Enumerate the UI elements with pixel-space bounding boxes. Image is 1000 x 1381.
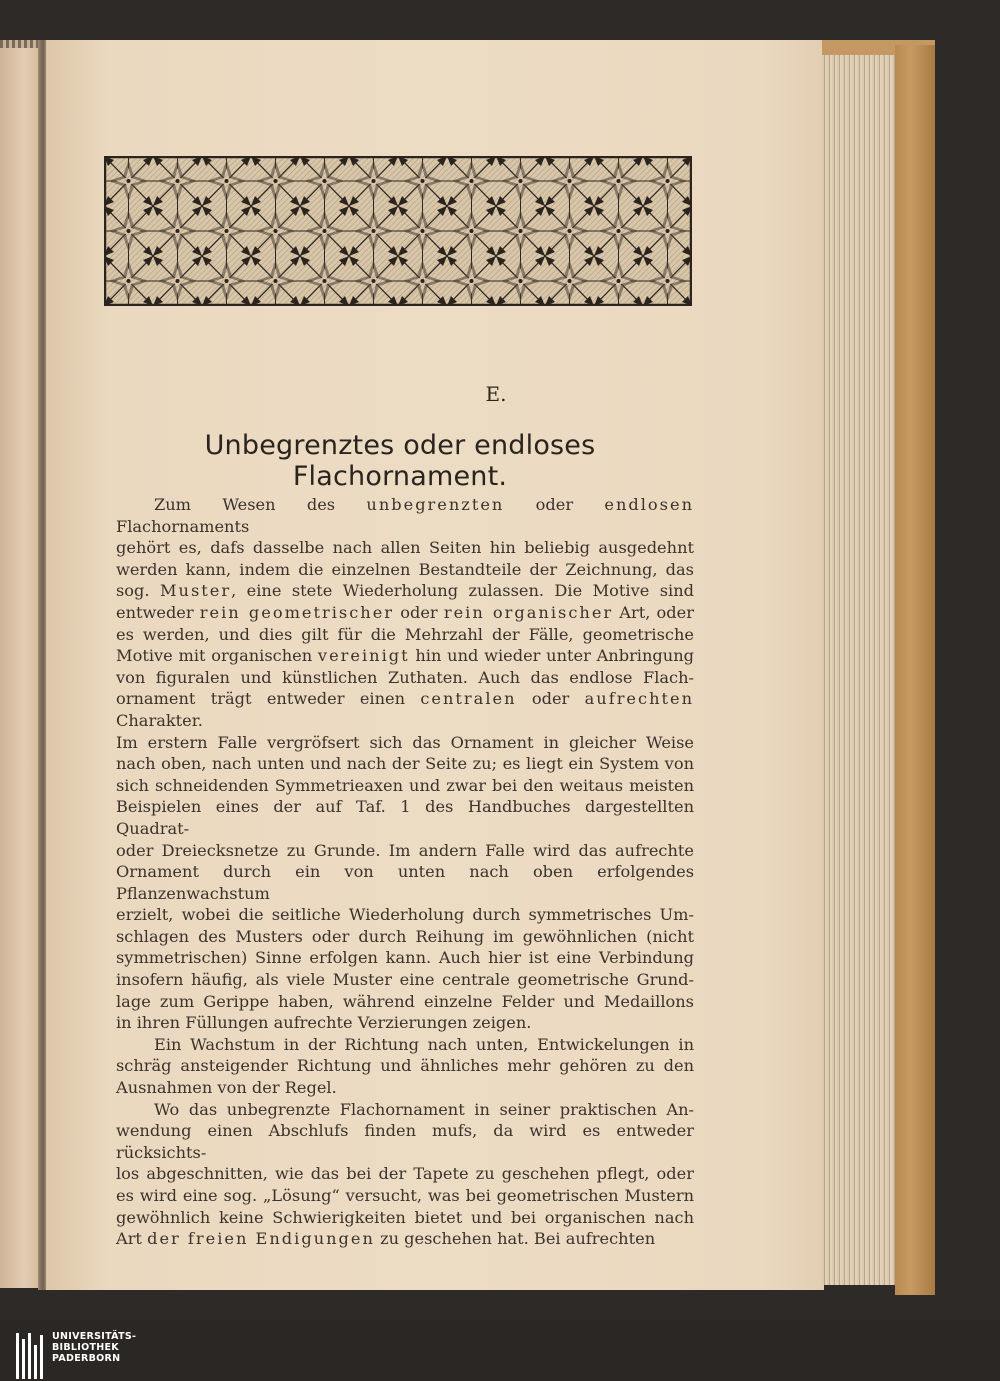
text-line: nach oben, nach unten und nach der Seite zu; es liegt ein System von: [116, 754, 694, 774]
section-letter: E.: [485, 382, 507, 406]
text-line: entweder rein geometrischer oder rein organischer Art, oder: [116, 602, 694, 622]
text-line: Art der freien Endigungen zu geschehen hat. Bei aufrechten: [116, 1229, 656, 1249]
text-line: es wird eine sog. „Lösung“ versucht, was bei geometrischen Mustern: [116, 1186, 694, 1205]
left-page-edge: [0, 48, 40, 1288]
spaced-emphasis: der freien Endigungen: [147, 1229, 375, 1249]
spaced-emphasis: endlosen: [604, 495, 694, 514]
text-line: lage zum Gerippe haben, während einzelne Felder und Medaillons: [116, 991, 694, 1011]
spaced-emphasis: centralen: [420, 689, 517, 709]
text-line: es werden, und dies gilt für die Mehrzahl der Fälle, geometrische: [116, 624, 694, 644]
text-line: Motive mit organischen vereinigt hin und wieder unter Anbringung: [116, 646, 694, 666]
book-cover-spine: [895, 45, 935, 1295]
text-line: wendung einen Abschlufs finden mufs, da wird es entweder rücksichts-: [116, 1121, 694, 1162]
text-line: in ihren Füllungen aufrechte Verzierungen zeigen.: [116, 1013, 532, 1033]
library-line-2: BIBLIOTHEK: [52, 1342, 119, 1353]
body-text: [116, 494, 694, 1250]
text-line: oder Dreiecksnetze zu Grunde. Im andern Falle wird das aufrechte: [116, 840, 694, 860]
text-line: Ornament durch ein von unten nach oben erfolgendes Pflanzenwachstum: [116, 862, 694, 903]
text-line: insofern häufig, als viele Muster eine centrale geometrische Grund-: [116, 970, 694, 990]
text-line: Zum Wesen des unbegrenzten oder endlosen Flachornaments: [116, 495, 694, 536]
text-line: Im erstern Falle vergröfsert sich das Ornament in gleicher Weise: [116, 732, 694, 752]
text-line: werden kann, indem die einzelnen Bestandteile der Zeichnung, das: [116, 559, 694, 579]
text-line: los abgeschnitten, wie das bei der Tapete zu geschehen pflegt, oder: [116, 1164, 694, 1184]
text-line: sog. Muster, eine stete Wiederholung zulassen. Die Motive sind: [116, 581, 694, 601]
text-line: gewöhnlich keine Schwierigkeiten bietet und bei organischen nach: [116, 1207, 694, 1227]
footer-bar: [0, 1320, 1000, 1381]
text-line: schräg ansteigender Richtung und ähnliches mehr gehören zu den: [116, 1056, 694, 1076]
text-line: gehört es, dafs dasselbe nach allen Seiten hin beliebig ausgedehnt: [116, 538, 694, 558]
library-line-3: PADERBORN: [52, 1353, 121, 1364]
library-name: [52, 1331, 136, 1364]
spaced-emphasis: vereinigt: [317, 646, 410, 666]
text-line: von figuralen und künstlichen Zuthaten. Auch das endlose Flach-: [116, 667, 694, 687]
ornament-band: [104, 156, 692, 306]
text-line: Wo das unbegrenzte Flachornament in seiner praktischen An-: [154, 1099, 694, 1119]
spaced-emphasis: unbegrenzten: [366, 495, 505, 514]
text-line: ornament trägt entweder einen centralen oder aufrechten Charakter.: [116, 689, 695, 730]
text-line: erzielt, wobei die seitliche Wiederholung durch symmetrisches Um-: [116, 905, 694, 925]
spaced-emphasis: rein geometrischer: [199, 602, 395, 622]
spaced-emphasis: rein organischer: [443, 602, 614, 622]
chapter-title: Unbegrenztes oder endloses Flachornament.: [204, 430, 596, 492]
text-line: Ein Wachstum in der Richtung nach unten, Entwickelungen in: [154, 1034, 694, 1054]
text-line: schlagen des Musters oder durch Reihung im gewöhnlichen (nicht: [116, 926, 694, 946]
text-line: Beispielen eines der auf Taf. 1 des Handbuches dargestellten Quadrat-: [116, 797, 694, 838]
library-line-1: UNIVERSITÄTS-: [52, 1331, 137, 1342]
page-stack-edge: [822, 55, 897, 1285]
spaced-emphasis: Muster: [159, 581, 232, 601]
text-line: sich schneidenden Symmetrieaxen und zwar bei den weitaus meisten: [116, 775, 694, 795]
text-line: Ausnahmen von der Regel.: [116, 1078, 337, 1098]
text-line: symmetrischen) Sinne erfolgen kann. Auch hier ist eine Verbindung: [116, 948, 694, 968]
spaced-emphasis: aufrechten: [584, 689, 695, 709]
